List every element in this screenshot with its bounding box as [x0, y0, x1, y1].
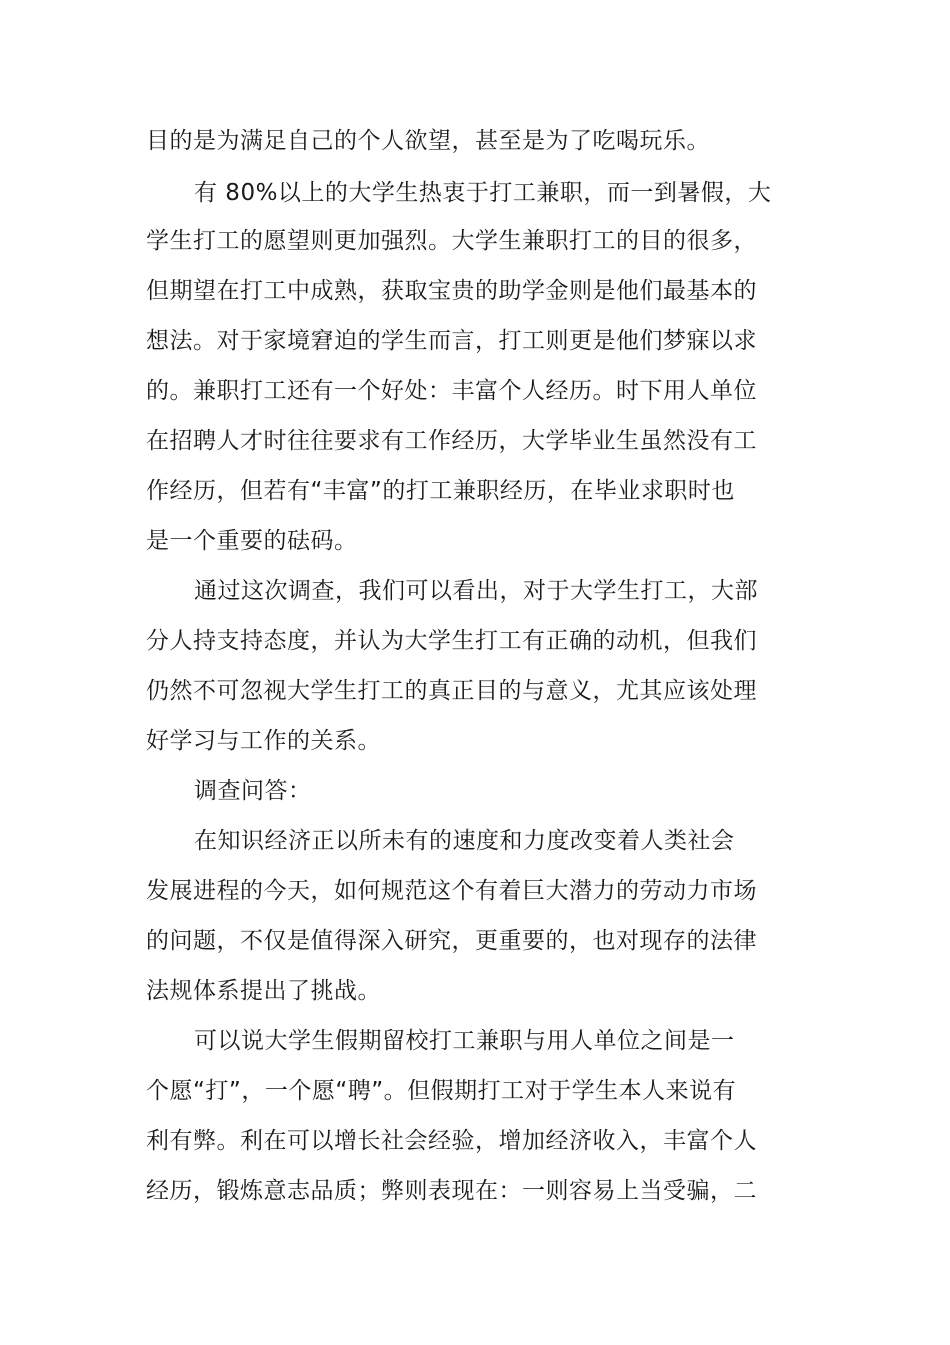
- text-line: 在招聘人才时往往要求有工作经历，大学毕业生虽然没有工: [146, 428, 757, 454]
- text-line: 学生打工的愿望则更加强烈。大学生兼职打工的目的很多，: [146, 228, 757, 254]
- text-line: 的问题，不仅是值得深入研究，更重要的，也对现存的法律: [146, 928, 757, 954]
- text-line: 有 80%以上的大学生热衷于打工兼职，而一到暑假，大: [194, 180, 772, 206]
- text-line: 好学习与工作的关系。: [146, 728, 381, 754]
- text-line: 但期望在打工中成熟，获取宝贵的助学金则是他们最基本的: [146, 278, 757, 304]
- text-line: 想法。对于家境窘迫的学生而言，打工则更是他们梦寐以求: [146, 328, 757, 354]
- text-line: 发展进程的今天，如何规范这个有着巨大潜力的劳动力市场: [146, 878, 757, 904]
- text-line: 作经历，但若有“丰富”的打工兼职经历，在毕业求职时也: [146, 478, 735, 504]
- text-line: 在知识经济正以所未有的速度和力度改变着人类社会: [194, 828, 735, 854]
- text-line: 法规体系提出了挑战。: [146, 978, 381, 1004]
- text-line: 分人持支持态度，并认为大学生打工有正确的动机，但我们: [146, 628, 757, 654]
- text-line: 是一个重要的砝码。: [146, 528, 358, 554]
- text-line: 个愿“打”，一个愿“聘”。但假期打工对于学生本人来说有: [146, 1078, 737, 1104]
- text-line: 利有弊。利在可以增长社会经验，增加经济收入，丰富个人: [146, 1128, 757, 1154]
- text-line: 经历，锻炼意志品质；弊则表现在：一则容易上当受骗，二: [146, 1178, 757, 1204]
- text-line: 的。兼职打工还有一个好处：丰富个人经历。时下用人单位: [146, 378, 757, 404]
- text-line: 通过这次调查，我们可以看出，对于大学生打工，大部: [194, 578, 758, 604]
- section-heading: 调查问答：: [194, 778, 312, 804]
- text-line: 仍然不可忽视大学生打工的真正目的与意义，尤其应该处理: [146, 678, 757, 704]
- text-line: 目的是为满足自己的个人欲望，甚至是为了吃喝玩乐。: [146, 128, 710, 154]
- text-line: 可以说大学生假期留校打工兼职与用人单位之间是一: [194, 1028, 735, 1054]
